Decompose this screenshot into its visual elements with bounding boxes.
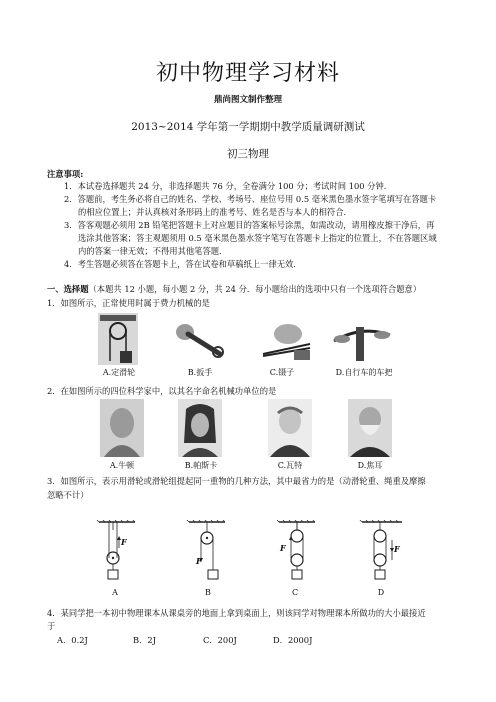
q3-pulley-d [358,520,408,585]
q3-pulley-a [95,520,145,585]
q2-portrait-joule [348,399,392,457]
section-heading-label: 一、选择题 [47,284,89,294]
notice-item-2: 2．答题前，考生务必将自己的姓名、学校、考场号、座位号用 0.5 毫米黑色墨水签字笔填写在答题卡 [64,194,437,204]
q1-text: 1．如图所示，正常使用时属于费力机械的是 [47,298,210,308]
notice-item-3b: 选涂其他答案；答主观题须用 0.5 毫米黑色墨水签字笔写在答题卡上指定的位置上，不在答题区域 [78,233,437,243]
notice-item-4: 4．考生答题必须答在答题卡上，答在试卷和草稿纸上一律无效． [64,259,302,269]
exam-title: 2013~2014 学年第一学期期中教学质量调研测试 [131,121,365,133]
q2-portrait-watt [268,399,312,457]
notice-item-2b: 的相应位置上；并认真核对条形码上的准考号、姓名是否与本人的相符合． [78,207,352,217]
q3-label-d: D [377,588,385,597]
q3-label-c: C [291,588,299,597]
publisher: 鼎尚图文制作整理 [213,95,282,105]
section-heading [47,283,421,296]
q4-option-c: C．200J [203,635,237,645]
q2-caption-c: C.瓦特 [277,461,303,470]
q1-figure-c [258,318,318,363]
q2-caption-b: B.帕斯卡 [184,461,218,470]
q1-figure-d [330,313,394,365]
q3-label-b: B [205,588,211,597]
page-title: 初中物理学习材料 [155,61,340,86]
q3-text-line1: 3．如图所示，表示用滑轮或滑轮组提起同一重物的几种方法，其中最省力的是（动滑轮重、绳重及摩擦 [47,476,426,486]
q4-text-line2: 于 [47,621,56,631]
q3-label-a: A [112,588,118,597]
q4-text-line1: 4．某同学把一本初中物理课本从课桌旁的地面上拿到桌面上，则该同学对物理课本所做功的大小最接近 [47,608,426,618]
section-heading-desc: （本题共 12 小题，每小题 2 分，共 24 分．每小题给出的选项中只有一个选项符合题意） [88,284,422,294]
q3-text-line2: 忽略不计） [47,490,89,500]
subject-title: 初三物理 [227,148,269,160]
q1-caption-d: D.自行车的车把 [335,368,393,377]
q3-force-label-a: F [121,537,127,547]
q1-caption-c: C.镊子 [269,368,295,377]
q2-portrait-newton [100,399,144,457]
notice-item-3: 3．答客观题必须用 2B 铅笔把答题卡上对应题目的答案标号涂黑，如需改动，请用橡皮擦干净后，再 [64,220,435,230]
q4-option-b: B．2J [133,635,156,645]
q3-force-label-d: F [394,544,400,554]
q3-force-label-b: F [196,556,202,566]
notice-item-3c: 内的答案一律无效；不得用其他笔答题． [78,246,228,256]
q4-option-d: D．2000J [273,635,313,645]
q1-caption-a: A.定滑轮 [102,368,136,377]
notice-heading: 注意事项: [47,169,84,179]
q2-text: 2．在如图所示的四位科学家中，以其名字命名机械功单位的是 [47,386,277,396]
q2-caption-a: A.牛顿 [109,461,135,470]
q1-figure-b [170,320,228,362]
q1-figure-a [98,313,138,365]
q1-caption-b: B.扳手 [187,368,213,377]
notice-item-1: 1．本试卷选择题共 24 分，非选择题共 76 分，全卷满分 100 分；考试时间 100 分钟． [64,181,393,191]
q4-option-a: A．0.2J [57,635,88,645]
q2-portrait-pascal [178,399,222,457]
q3-force-label-c: F [280,543,286,553]
q2-caption-d: D.焦耳 [357,461,383,470]
q3-pulley-b [185,520,230,585]
